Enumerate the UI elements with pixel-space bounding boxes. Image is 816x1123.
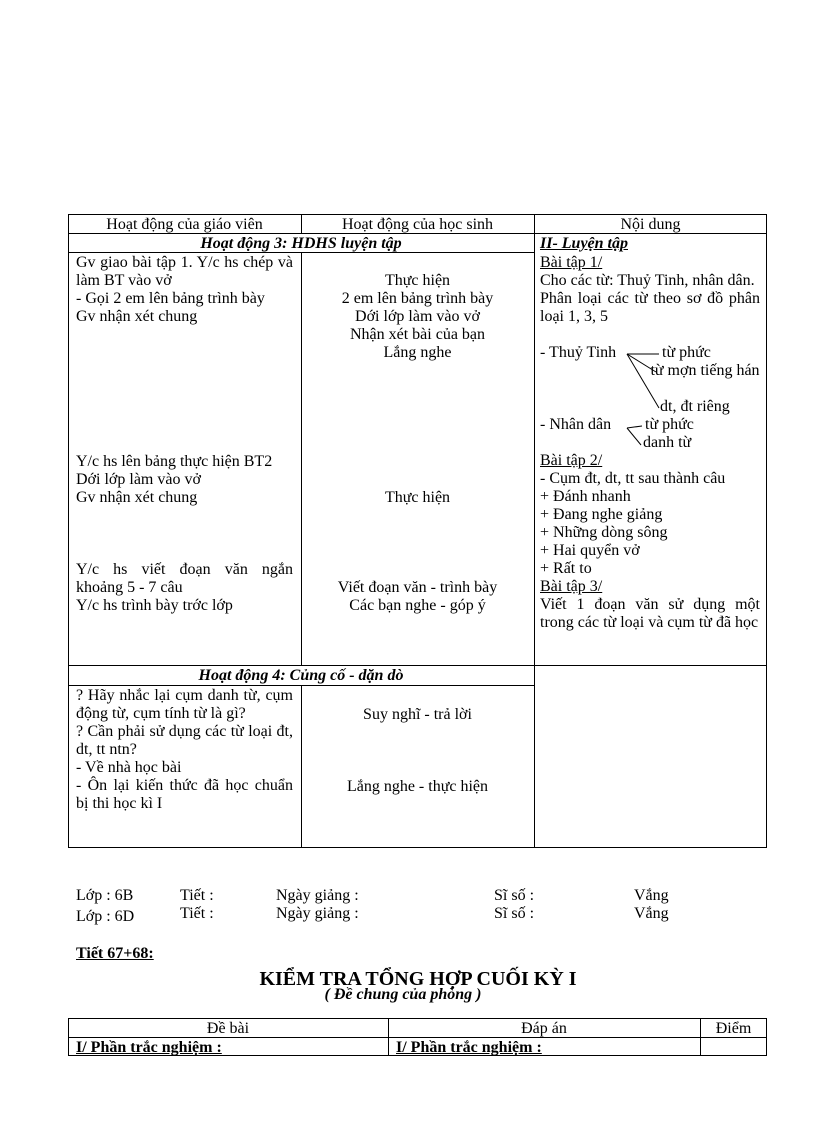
teacher-line: Gv giao bài tập 1. Y/c hs chép và làm BT vào vở <box>76 254 293 289</box>
teacher-line: Gv nhận xét chung <box>76 308 198 325</box>
student-line: Thực hiện <box>384 489 451 506</box>
content-line: + Hai quyển vở <box>540 542 640 559</box>
period-label: Tiết : <box>180 887 214 904</box>
teacher-line: Gv nhận xét chung <box>76 489 198 506</box>
section-divider <box>68 665 767 666</box>
student-line: Suy nghĩ - trả lời <box>363 706 472 723</box>
exam-subtitle: ( Đề chung của phòng ) <box>324 986 482 1003</box>
exercise-1-title: Bài tập 1/ <box>540 254 603 271</box>
tree-line <box>627 428 641 445</box>
header-content: Nội dung <box>620 216 681 233</box>
class-label: Lớp : 6B <box>76 887 134 904</box>
content-line: + Đang nghe giảng <box>540 506 663 523</box>
answer-section-title: I/ Phần trắc nghiệm : <box>396 1039 542 1056</box>
tree-1-branch-a: từ phức <box>662 344 711 361</box>
student-line: Viết đoạn văn - trình bày <box>337 579 498 596</box>
header-student: Hoạt động của học sinh <box>341 216 494 233</box>
header-answer: Đáp án <box>521 1020 567 1037</box>
student-line: Dới lớp làm vào vở <box>355 308 480 325</box>
tree-line <box>627 426 642 428</box>
teacher-line: Y/c hs trình bày trớc lớp <box>76 597 233 614</box>
teacher-line: ? Hãy nhắc lại cụm danh từ, cụm động từ, cụm tính từ là gì? <box>76 687 293 722</box>
teacher-line: Y/c hs viết đoạn văn ngắn khoảng 5 - 7 câu <box>76 561 293 596</box>
date-label: Ngày giảng : <box>276 905 359 922</box>
tree-2-root: - Nhân dân <box>540 416 612 433</box>
student-line: 2 em lên bảng trình bày <box>341 290 494 307</box>
attendance-label: Sĩ số : <box>494 887 535 904</box>
content-exercise-1 <box>540 254 760 326</box>
teacher-activity <box>76 254 293 326</box>
tree-2-branch-a: từ phức <box>645 416 694 433</box>
content-line: + Đánh nhanh <box>540 488 631 505</box>
header-teacher: Hoạt động của giáo viên <box>106 216 263 233</box>
teacher-line: ? Cần phải sử dụng các từ loại đt, dt, tt ntn? <box>76 723 293 758</box>
teacher-line: Dới lớp làm vào vở <box>76 471 201 488</box>
content-line: + Những dòng sông <box>540 524 668 541</box>
header-question: Đề bài <box>206 1020 250 1037</box>
student-line: Thực hiện <box>384 272 451 289</box>
teacher-line: - Ôn lại kiến thức đã học chuẩn bị thi học kì I <box>76 777 293 812</box>
content-exercise-2 <box>540 452 760 632</box>
practice-section-title: II- Luyện tập <box>540 235 628 252</box>
teacher-activity-3 <box>76 561 293 615</box>
tree-1-branch-b: từ mợn tiếng hán <box>650 362 760 379</box>
exercise-3-title: Bài tập 3/ <box>540 578 603 595</box>
attendance-label: Sĩ số : <box>494 905 535 922</box>
col-divider-2 <box>534 214 535 848</box>
student-line: Nhận xét bài của bạn <box>349 326 486 343</box>
content-line: - Cụm đt, dt, tt sau thành câu <box>540 470 726 487</box>
tree-1-branch-c: dt, đt riêng <box>660 398 730 415</box>
student-line: Các bạn nghe - góp ý <box>349 597 486 614</box>
exam-title: KIỂM TRA TỔNG HỢP CUỐI KỲ I <box>259 968 577 990</box>
tree-1-root: - Thuỷ Tinh <box>540 344 617 361</box>
classification-tree-lines <box>534 340 767 460</box>
header-score: Điểm <box>715 1020 752 1037</box>
date-label: Ngày giảng : <box>276 887 359 904</box>
student-activity <box>301 272 534 362</box>
lesson-period-heading: Tiết 67+68: <box>76 945 154 962</box>
student-activity-3 <box>301 579 534 615</box>
period-label: Tiết : <box>180 905 214 922</box>
teacher-line: Y/c hs lên bảng thực hiện BT2 <box>76 453 273 470</box>
teacher-activity-4 <box>76 687 293 813</box>
content-line: Phân loại các từ theo sơ đồ phân loại 1, 3, 5 <box>540 290 760 325</box>
student-line: Lắng nghe - thực hiện <box>346 778 489 795</box>
absent-label: Vắng <box>634 905 669 922</box>
teacher-activity-2 <box>76 453 293 507</box>
exercise-2-title: Bài tập 2/ <box>540 452 603 469</box>
absent-label: Vắng <box>634 887 669 904</box>
student-line: Lắng nghe <box>383 344 452 361</box>
class-label: Lớp : 6D <box>76 908 135 925</box>
teacher-line: - Về nhà học bài <box>76 759 182 776</box>
content-line: Viết 1 đoạn văn sử dụng một trong các từ loại và cụm từ đã học <box>540 596 760 631</box>
content-line: Cho các từ: Thuỷ Tinh, nhân dân. <box>540 272 755 289</box>
activity-3-title: Hoạt động 3: HDHS luyện tập <box>200 235 402 252</box>
question-section-title: I/ Phần trắc nghiệm : <box>76 1039 222 1056</box>
tree-line <box>627 354 656 372</box>
activity-4-title: Hoạt động 4: Củng cố - dặn dò <box>198 667 404 684</box>
tree-2-branch-b: danh từ <box>643 434 692 451</box>
content-line: + Rất to <box>540 560 592 577</box>
tree-line <box>627 354 659 408</box>
teacher-line: - Gọi 2 em lên bảng trình bày <box>76 290 265 307</box>
